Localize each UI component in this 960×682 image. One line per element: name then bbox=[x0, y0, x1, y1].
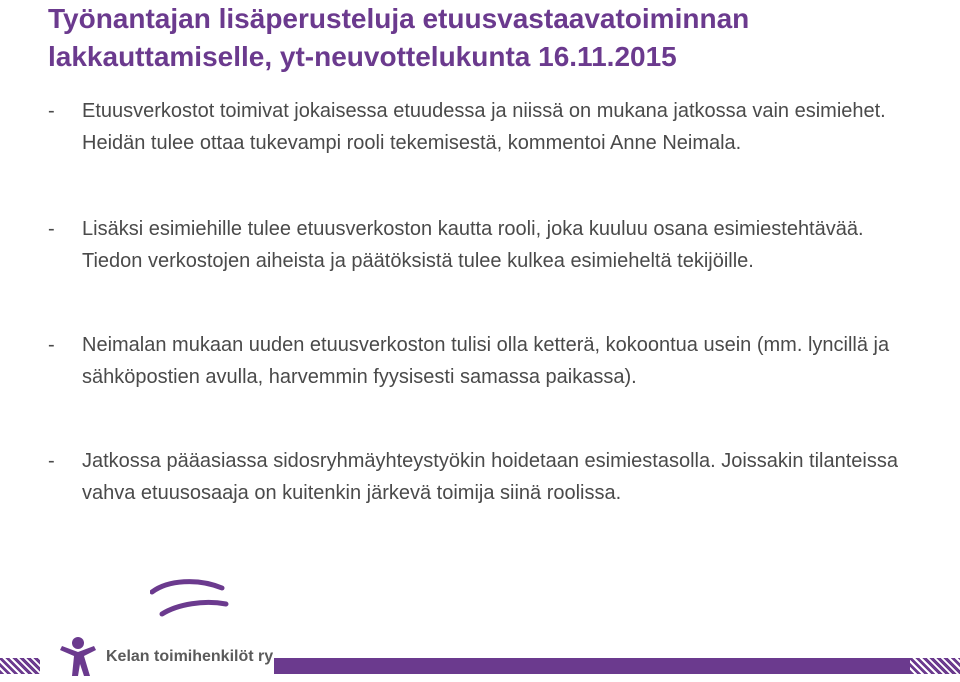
slide-title: Työnantajan lisäperusteluja etuusvastaavatoiminnan lakkauttamiselle, yt-neuvottelukunta 16.11.2015 bbox=[48, 3, 750, 72]
bullet-dash: - bbox=[48, 218, 55, 240]
bullet-text: Etuusverkostot toimivat jokaisessa etuudessa ja niissä on mukana jatkossa vain esimiehet. Heidän tulee ottaa tukevampi rooli tekemisestä, kommentoi Anne Neimala. bbox=[82, 100, 886, 154]
bullet-dash: - bbox=[48, 450, 55, 472]
bullet-item bbox=[48, 95, 928, 159]
bullet-text: Jatkossa pääasiassa sidosryhmäyhteystyökin hoidetaan esimiestasolla. Joissakin tilanteissa vahva etuusosaaja on kuitenkin järkevä toimija siinä roolissa. bbox=[82, 450, 898, 504]
bullet-item bbox=[48, 213, 928, 277]
footer-stripe-left bbox=[0, 658, 40, 674]
bullet-text: Lisäksi esimiehille tulee etuusverkoston kautta rooli, joka kuuluu osana esimiestehtävää. Tiedon verkostojen aiheista ja päätöksistä tulee kulkea esimieheltä tekijöille. bbox=[82, 218, 864, 272]
bullet-item bbox=[48, 329, 928, 393]
bullet-text: Neimalan mukaan uuden etuusverkoston tulisi olla ketterä, kokoontua usein (mm. lyncillä ja sähköpostien avulla, harvemmin fyysisesti samassa paikassa). bbox=[82, 334, 890, 388]
bullet-list bbox=[48, 95, 928, 509]
bullet-dash: - bbox=[48, 100, 55, 122]
footer-bar bbox=[274, 658, 910, 674]
footer-stripe-right bbox=[910, 658, 960, 674]
swoosh-icon bbox=[150, 578, 240, 640]
org-name: Kelan toimihenkilöt ry bbox=[106, 648, 274, 665]
bullet-item bbox=[48, 445, 928, 509]
bullet-dash: - bbox=[48, 334, 55, 356]
figure-logo-icon bbox=[58, 636, 98, 678]
org-logo bbox=[58, 636, 273, 678]
